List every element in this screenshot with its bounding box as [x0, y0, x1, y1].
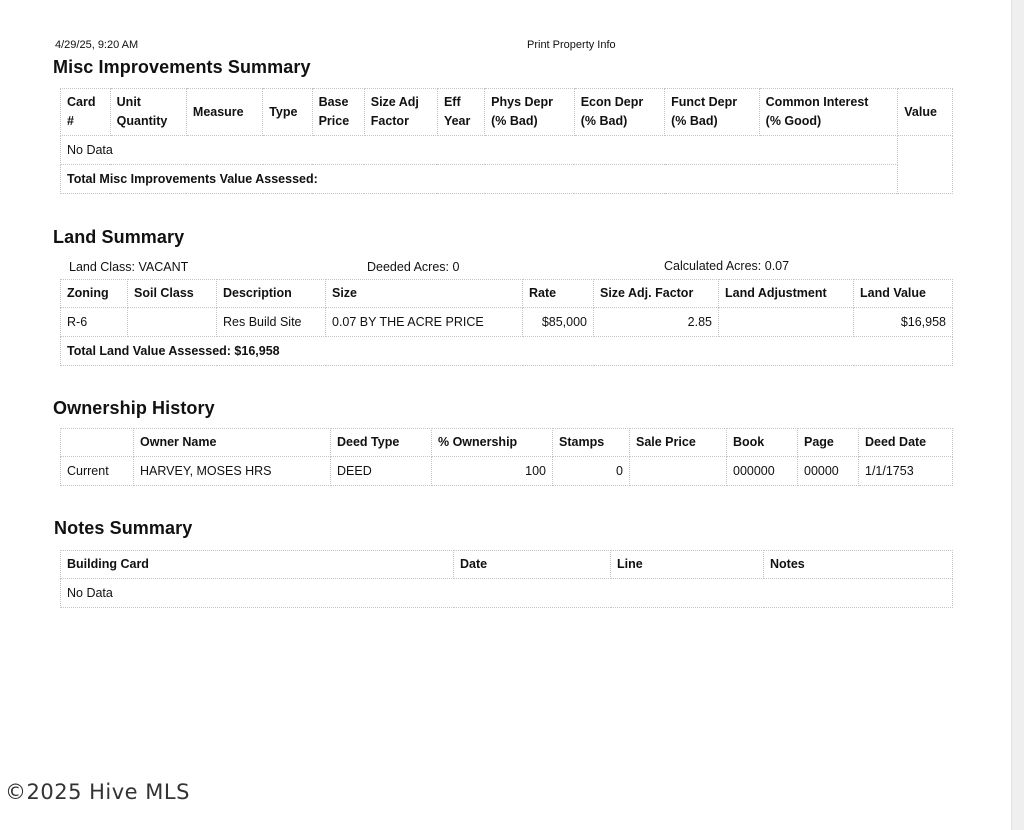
ownership-col-page: Page [798, 429, 859, 457]
copyright-watermark: ©2025 Hive MLS [5, 780, 190, 804]
land-zoning: R-6 [61, 308, 128, 337]
land-total-row [61, 337, 953, 366]
notes-col-building-card: Building Card [61, 551, 454, 579]
page-right-edge [1011, 0, 1024, 830]
ownership-col-owner-name: Owner Name [134, 429, 331, 457]
notes-col-line: Line [611, 551, 764, 579]
ownership-col-deed-type: Deed Type [331, 429, 432, 457]
misc-col-type: Type [263, 89, 312, 136]
land-soil-class [128, 308, 217, 337]
misc-total-row [61, 165, 953, 194]
misc-col-base-price: Base Price [312, 89, 364, 136]
ownership-pct: 100 [432, 457, 553, 486]
land-total-label: Total Land Value Assessed: $16,958 [61, 337, 953, 366]
land-value: $16,958 [854, 308, 953, 337]
land-description: Res Build Site [217, 308, 326, 337]
misc-col-phys-depr: Phys Depr (% Bad) [485, 89, 575, 136]
ownership-stamps: 0 [553, 457, 630, 486]
land-size-adj-factor: 2.85 [594, 308, 719, 337]
misc-no-data-row [61, 136, 953, 165]
misc-col-measure: Measure [186, 89, 262, 136]
ownership-deed-type: DEED [331, 457, 432, 486]
ownership-history-heading: Ownership History [53, 398, 215, 418]
misc-col-common-interest: Common Interest (% Good) [759, 89, 898, 136]
misc-value-cell [898, 136, 953, 194]
land-col-size: Size [326, 280, 523, 308]
print-datetime: 4/29/25, 9:20 AM [55, 39, 139, 51]
misc-col-size-adj-factor: Size Adj Factor [364, 89, 437, 136]
notes-table [60, 550, 953, 608]
ownership-col-ownership-pct: % Ownership [432, 429, 553, 457]
misc-improvements-heading: Misc Improvements Summary [53, 57, 311, 77]
ownership-deed-date: 1/1/1753 [859, 457, 953, 486]
land-col-description: Description [217, 280, 326, 308]
land-col-rate: Rate [523, 280, 594, 308]
misc-col-funct-depr: Funct Depr (% Bad) [665, 89, 760, 136]
ownership-col-deed-date: Deed Date [859, 429, 953, 457]
ownership-owner-name: HARVEY, MOSES HRS [134, 457, 331, 486]
misc-col-card: Card # [61, 89, 111, 136]
ownership-col-sale-price: Sale Price [630, 429, 727, 457]
land-table [60, 279, 953, 366]
land-rate: $85,000 [523, 308, 594, 337]
ownership-page: 00000 [798, 457, 859, 486]
ownership-col-book: Book [727, 429, 798, 457]
misc-col-econ-depr: Econ Depr (% Bad) [574, 89, 664, 136]
land-col-land-value: Land Value [854, 280, 953, 308]
ownership-book: 000000 [727, 457, 798, 486]
misc-header-row [61, 89, 953, 136]
misc-no-data: No Data [61, 136, 898, 165]
notes-col-date: Date [454, 551, 611, 579]
land-col-land-adjustment: Land Adjustment [719, 280, 854, 308]
notes-summary-heading: Notes Summary [54, 518, 193, 538]
misc-improvements-table [60, 88, 953, 194]
table-row [61, 308, 953, 337]
land-col-zoning: Zoning [61, 280, 128, 308]
notes-header-row [61, 551, 953, 579]
ownership-col-stamps: Stamps [553, 429, 630, 457]
land-class: Land Class: VACANT [69, 260, 189, 274]
ownership-table [60, 428, 953, 486]
land-col-soil-class: Soil Class [128, 280, 217, 308]
calculated-acres: Calculated Acres: 0.07 [664, 259, 790, 273]
deeded-acres: Deeded Acres: 0 [367, 260, 460, 274]
misc-col-eff-year: Eff Year [437, 89, 484, 136]
land-col-size-adj-factor: Size Adj. Factor [594, 280, 719, 308]
print-title: Print Property Info [527, 39, 616, 51]
land-adjustment [719, 308, 854, 337]
land-summary-heading: Land Summary [53, 227, 185, 247]
notes-no-data: No Data [61, 579, 953, 608]
land-size: 0.07 BY THE ACRE PRICE [326, 308, 523, 337]
misc-col-value: Value [898, 89, 953, 136]
notes-col-notes: Notes [764, 551, 953, 579]
ownership-sale-price [630, 457, 727, 486]
misc-col-unit-quantity: Unit Quantity [110, 89, 186, 136]
notes-no-data-row [61, 579, 953, 608]
land-header-row [61, 280, 953, 308]
table-row [61, 457, 953, 486]
misc-total-label: Total Misc Improvements Value Assessed: [61, 165, 898, 194]
ownership-col-status [61, 429, 134, 457]
ownership-status: Current [61, 457, 134, 486]
ownership-header-row [61, 429, 953, 457]
